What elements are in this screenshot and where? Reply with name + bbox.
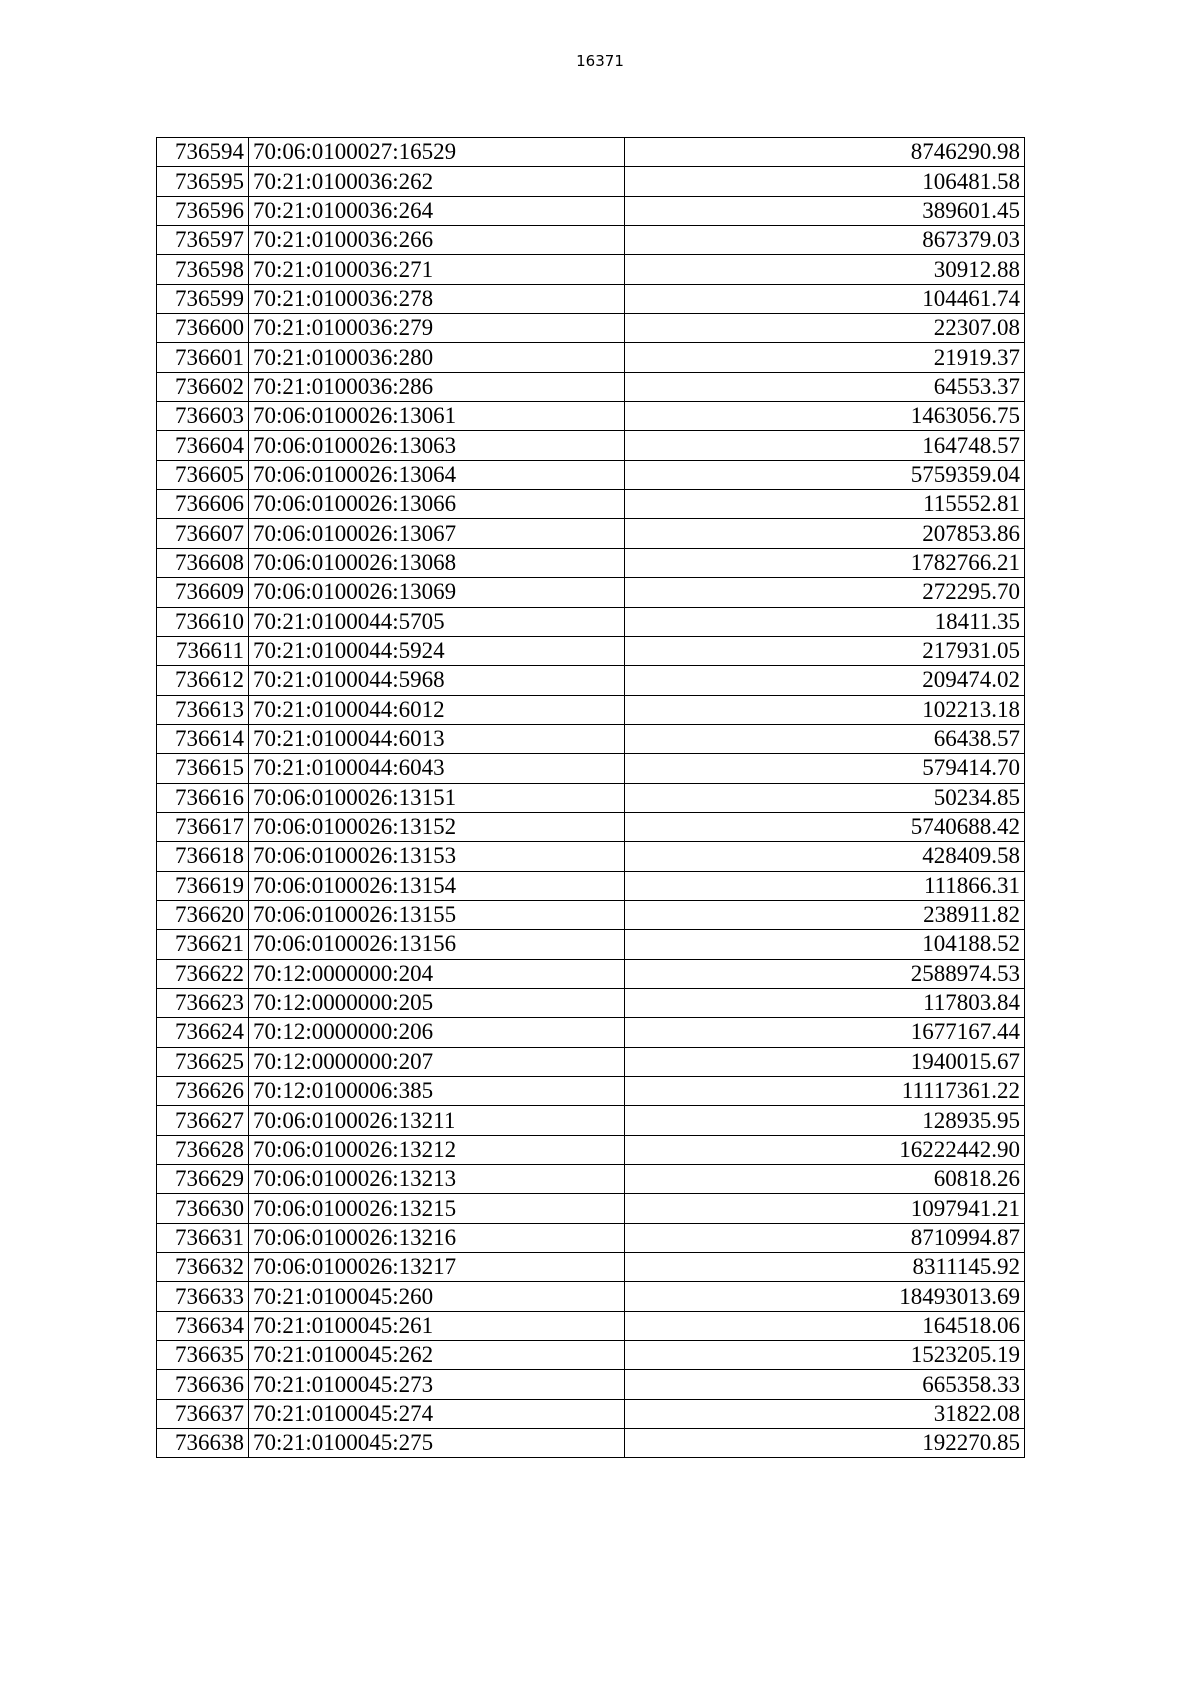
row-number-cell: 736616 [157,783,249,812]
cadastral-number-cell: 70:12:0000000:204 [249,959,625,988]
cadastral-value-cell: 579414.70 [625,754,1025,783]
cadastral-number-cell: 70:06:0100026:13215 [249,1194,625,1223]
cadastral-value-cell: 1782766.21 [625,548,1025,577]
cadastral-value-cell: 102213.18 [625,695,1025,724]
table-row [157,695,1025,724]
row-number-cell: 736625 [157,1047,249,1076]
row-number-cell: 736629 [157,1165,249,1194]
page-number: 16371 [576,52,624,70]
cadastral-value-cell: 18493013.69 [625,1282,1025,1311]
row-number-cell: 736636 [157,1370,249,1399]
cadastral-number-cell: 70:12:0100006:385 [249,1077,625,1106]
cadastral-value-cell: 115552.81 [625,490,1025,519]
table-row [157,1370,1025,1399]
cadastral-value-cell: 66438.57 [625,724,1025,753]
table-row [157,1399,1025,1428]
cadastral-number-cell: 70:21:0100036:264 [249,196,625,225]
row-number-cell: 736628 [157,1135,249,1164]
table-row [157,959,1025,988]
row-number-cell: 736614 [157,724,249,753]
table-row [157,871,1025,900]
cadastral-value-cell: 8746290.98 [625,138,1025,167]
row-number-cell: 736607 [157,519,249,548]
cadastral-value-cell: 428409.58 [625,842,1025,871]
row-number-cell: 736597 [157,226,249,255]
cadastral-value-cell: 22307.08 [625,314,1025,343]
table-row [157,1253,1025,1282]
cadastral-value-cell: 8710994.87 [625,1223,1025,1252]
cadastral-number-cell: 70:06:0100026:13216 [249,1223,625,1252]
row-number-cell: 736602 [157,372,249,401]
cadastral-number-cell: 70:21:0100036:278 [249,284,625,313]
cadastral-value-cell: 1677167.44 [625,1018,1025,1047]
cadastral-value-cell: 2588974.53 [625,959,1025,988]
row-number-cell: 736595 [157,167,249,196]
cadastral-value-cell: 238911.82 [625,900,1025,929]
table-row [157,314,1025,343]
cadastral-value-cell: 1523205.19 [625,1341,1025,1370]
cadastral-value-cell: 18411.35 [625,607,1025,636]
row-number-cell: 736638 [157,1429,249,1458]
row-number-cell: 736612 [157,666,249,695]
table-row [157,812,1025,841]
table-row [157,842,1025,871]
table-row [157,1311,1025,1340]
row-number-cell: 736620 [157,900,249,929]
cadastral-number-cell: 70:06:0100026:13061 [249,402,625,431]
row-number-cell: 736634 [157,1311,249,1340]
table-row [157,607,1025,636]
table-row [157,783,1025,812]
cadastral-number-cell: 70:21:0100044:5968 [249,666,625,695]
cadastral-value-cell: 8311145.92 [625,1253,1025,1282]
table-row [157,1282,1025,1311]
cadastral-value-cell: 164518.06 [625,1311,1025,1340]
cadastral-value-cell: 217931.05 [625,636,1025,665]
table-row [157,372,1025,401]
cadastral-number-cell: 70:21:0100045:260 [249,1282,625,1311]
table-row [157,636,1025,665]
cadastral-number-cell: 70:21:0100036:279 [249,314,625,343]
table-row [157,255,1025,284]
cadastral-number-cell: 70:06:0100026:13154 [249,871,625,900]
table-body [157,138,1025,1458]
cadastral-number-cell: 70:06:0100026:13069 [249,578,625,607]
cadastral-value-cell: 106481.58 [625,167,1025,196]
cadastral-number-cell: 70:21:0100045:273 [249,1370,625,1399]
cadastral-number-cell: 70:06:0100026:13212 [249,1135,625,1164]
cadastral-number-cell: 70:21:0100045:261 [249,1311,625,1340]
table-row [157,1429,1025,1458]
cadastral-number-cell: 70:06:0100026:13064 [249,460,625,489]
row-number-cell: 736596 [157,196,249,225]
row-number-cell: 736637 [157,1399,249,1428]
cadastral-value-cell: 60818.26 [625,1165,1025,1194]
cadastral-number-cell: 70:06:0100026:13067 [249,519,625,548]
cadastral-value-cell: 30912.88 [625,255,1025,284]
table-row [157,284,1025,313]
cadastral-number-cell: 70:06:0100026:13153 [249,842,625,871]
cadastral-value-cell: 209474.02 [625,666,1025,695]
cadastral-value-cell: 128935.95 [625,1106,1025,1135]
cadastral-number-cell: 70:21:0100045:275 [249,1429,625,1458]
row-number-cell: 736604 [157,431,249,460]
table-row [157,1194,1025,1223]
row-number-cell: 736621 [157,930,249,959]
cadastral-number-cell: 70:06:0100026:13151 [249,783,625,812]
cadastral-number-cell: 70:06:0100026:13152 [249,812,625,841]
table-row [157,548,1025,577]
table-row [157,930,1025,959]
row-number-cell: 736615 [157,754,249,783]
cadastral-number-cell: 70:06:0100026:13211 [249,1106,625,1135]
table-row [157,167,1025,196]
row-number-cell: 736624 [157,1018,249,1047]
cadastral-number-cell: 70:06:0100026:13066 [249,490,625,519]
cadastral-value-cell: 21919.37 [625,343,1025,372]
cadastral-value-cell: 192270.85 [625,1429,1025,1458]
table-row [157,519,1025,548]
cadastral-value-cell: 31822.08 [625,1399,1025,1428]
cadastral-value-cell: 1097941.21 [625,1194,1025,1223]
table-row [157,754,1025,783]
cadastral-value-cell: 207853.86 [625,519,1025,548]
table-row [157,1106,1025,1135]
row-number-cell: 736630 [157,1194,249,1223]
cadastral-value-cell: 5759359.04 [625,460,1025,489]
cadastral-value-cell: 867379.03 [625,226,1025,255]
table-row [157,196,1025,225]
cadastral-value-cell: 1463056.75 [625,402,1025,431]
cadastral-number-cell: 70:21:0100036:266 [249,226,625,255]
table-row [157,431,1025,460]
cadastral-value-cell: 111866.31 [625,871,1025,900]
table-row [157,1018,1025,1047]
cadastral-value-cell: 50234.85 [625,783,1025,812]
cadastral-number-cell: 70:12:0000000:207 [249,1047,625,1076]
table-row [157,724,1025,753]
row-number-cell: 736609 [157,578,249,607]
table-row [157,900,1025,929]
table-row [157,1165,1025,1194]
table-row [157,343,1025,372]
table-row [157,1135,1025,1164]
cadastral-value-cell: 272295.70 [625,578,1025,607]
row-number-cell: 736627 [157,1106,249,1135]
table-row [157,490,1025,519]
table-row [157,1223,1025,1252]
row-number-cell: 736599 [157,284,249,313]
row-number-cell: 736623 [157,988,249,1017]
row-number-cell: 736606 [157,490,249,519]
table-row [157,138,1025,167]
row-number-cell: 736605 [157,460,249,489]
cadastral-number-cell: 70:21:0100044:6013 [249,724,625,753]
row-number-cell: 736618 [157,842,249,871]
cadastral-number-cell: 70:06:0100027:16529 [249,138,625,167]
cadastral-number-cell: 70:21:0100044:5924 [249,636,625,665]
table-row [157,1077,1025,1106]
table-row [157,666,1025,695]
cadastral-value-cell: 64553.37 [625,372,1025,401]
cadastral-number-cell: 70:06:0100026:13063 [249,431,625,460]
cadastral-value-cell: 11117361.22 [625,1077,1025,1106]
cadastral-number-cell: 70:21:0100036:262 [249,167,625,196]
cadastral-number-cell: 70:21:0100044:5705 [249,607,625,636]
row-number-cell: 736598 [157,255,249,284]
cadastral-value-cell: 1940015.67 [625,1047,1025,1076]
cadastral-value-cell: 16222442.90 [625,1135,1025,1164]
table-row [157,402,1025,431]
row-number-cell: 736601 [157,343,249,372]
row-number-cell: 736633 [157,1282,249,1311]
cadastral-value-cell: 104461.74 [625,284,1025,313]
cadastral-value-table [156,137,1025,1458]
row-number-cell: 736626 [157,1077,249,1106]
table-row [157,1341,1025,1370]
cadastral-number-cell: 70:06:0100026:13156 [249,930,625,959]
row-number-cell: 736617 [157,812,249,841]
row-number-cell: 736611 [157,636,249,665]
row-number-cell: 736622 [157,959,249,988]
row-number-cell: 736619 [157,871,249,900]
cadastral-number-cell: 70:21:0100045:274 [249,1399,625,1428]
table-row [157,226,1025,255]
cadastral-number-cell: 70:06:0100026:13068 [249,548,625,577]
row-number-cell: 736635 [157,1341,249,1370]
cadastral-number-cell: 70:06:0100026:13213 [249,1165,625,1194]
cadastral-number-cell: 70:06:0100026:13217 [249,1253,625,1282]
cadastral-value-cell: 117803.84 [625,988,1025,1017]
table-row [157,578,1025,607]
cadastral-value-cell: 164748.57 [625,431,1025,460]
cadastral-value-cell: 665358.33 [625,1370,1025,1399]
row-number-cell: 736600 [157,314,249,343]
cadastral-number-cell: 70:06:0100026:13155 [249,900,625,929]
row-number-cell: 736610 [157,607,249,636]
row-number-cell: 736631 [157,1223,249,1252]
cadastral-value-cell: 389601.45 [625,196,1025,225]
row-number-cell: 736613 [157,695,249,724]
cadastral-value-cell: 104188.52 [625,930,1025,959]
cadastral-number-cell: 70:21:0100044:6043 [249,754,625,783]
row-number-cell: 736594 [157,138,249,167]
cadastral-value-cell: 5740688.42 [625,812,1025,841]
row-number-cell: 736608 [157,548,249,577]
cadastral-number-cell: 70:21:0100044:6012 [249,695,625,724]
cadastral-number-cell: 70:21:0100045:262 [249,1341,625,1370]
cadastral-number-cell: 70:12:0000000:206 [249,1018,625,1047]
cadastral-number-cell: 70:21:0100036:286 [249,372,625,401]
cadastral-number-cell: 70:21:0100036:271 [249,255,625,284]
table-row [157,1047,1025,1076]
cadastral-number-cell: 70:12:0000000:205 [249,988,625,1017]
table-row [157,460,1025,489]
table-row [157,988,1025,1017]
cadastral-number-cell: 70:21:0100036:280 [249,343,625,372]
row-number-cell: 736632 [157,1253,249,1282]
row-number-cell: 736603 [157,402,249,431]
